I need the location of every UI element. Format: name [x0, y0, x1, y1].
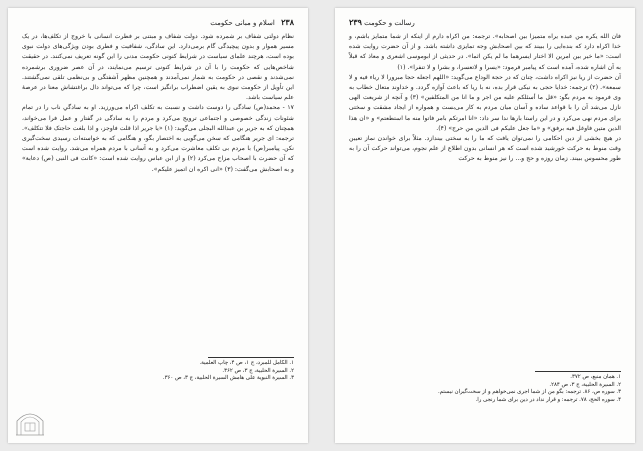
left-running-title: اسلام و مبانی حکومت: [210, 19, 275, 27]
right-paragraph-1: فان الله یکره من عبده یراه متمیزا بین اصحابه». ترجمه: من اکراه دارم از اینکه از شما متمایز باشم، و خدا اکراه دارد که بنده‌ایی را ببیند که بین اصحابش وجه تمایزی داشته باشد. و از آن حضرت روایت شده است: «ما خیر بین امرین الا اختار ایسرهما ما لم یکن اثما». در حدیثی از ابوموسی اشعری و معاذ که قبلاً به آن اشاره شده، آمده است که پیامبر فرمود: «یسرا و لاتعسرا، و بشرا و لا تنفرا». (۱): [349, 33, 621, 71]
right-footnote-1: ۱. همان منبع، ص ۳۷۲.: [570, 374, 621, 380]
right-page: [335, 8, 635, 443]
right-page-header: [349, 17, 621, 29]
right-footnote-4: ۴. سوره الحج، ۷۸. ترجمه: و قرار نداد در دین برای شما رنجی را.: [475, 396, 621, 403]
left-paragraph-2: ۱۷ - محمد(ص) سادگی را دوست داشت و نسبت به تکلف اکراه می‌ورزید. او به سادگیِ ناب را در تمام شئونات زندگی خصوصی و اجتماعی ترویج می‌کرد و مردم را به سادگی در گفتار و عمل فرا می‌خواند، همچنان که به جریر بن عبدالله البجلی می‌گوید: (۱) «یا جریر اذا قلت فاوجز، و اذا بلغت حاجتک فلا تتکلف». ترجمه: ای جریر هنگامی که سخن می‌گویی به اختصار بگو، و هنگامی که به خواسته‌ات رسیدی سخت‌گیری نکن. پیامبر(ص) با مردم بی تکلف معاشرت می‌کرد و به آسانی با مردم همراه می‌شد. روایت شده است که آن حضرت با اصحاب مزاح می‌کرد (۲) و از ابن عباس روایت شده است: «کانت فی النبی (ص) دعابة» و به اصحابش می‌گفت: (۳) «انی اکره ان اتمیز علیکم».: [22, 104, 294, 173]
right-page-body: [349, 32, 621, 165]
left-page-header: [22, 17, 294, 29]
left-footnote-rule: [208, 357, 294, 358]
right-footnote-2: ۲. السیرة الحلبیة، ج ۳، ص ۲۸۴.: [549, 381, 621, 388]
left-page: [8, 8, 308, 443]
left-footnotes: [22, 360, 294, 383]
right-running-title: رسالت و حکومت: [364, 19, 415, 27]
left-footnote-2: ۲. السیرة الحلبیة، ج ۳، ص ۳۶۲.: [222, 367, 294, 374]
right-footnotes: [349, 374, 621, 404]
left-page-number: ۲۳۸: [281, 17, 294, 27]
left-page-body: [22, 32, 294, 175]
right-page-number: ۲۳۹: [349, 17, 362, 27]
left-footnote-3: ۳. السیرة النبویة علی هامش السیرة الحلبیة، ج ۳، ص ۳۶۰.: [162, 375, 294, 382]
left-paragraph-1: نظام دولتی شفاف بر شمرده شود. دولت شفاف و مبتنی بر فطرت انسانی با خروج از تکلف‌ها، در یک مسیر هموار و بدون پیچیدگی گام برمی‌دارد. این سادگی، شفافیت و فطری بودن ویژگی‌های دولت نبوی بوده است، هرچند علمای سیاست در شرایط کنونی حکومت مدنی را این گونه تعریف نمی‌کنند. در حقیقت شاخص‌هایی که حکومت را با آن در شرایط کنونی ترسیم می‌نمایند، در آن عصر ضروری برشمرده نمی‌شدند و نقصی در حکومت به شمار نمی‌آمدند و همچنین مظهر آشفتگی و بی‌نظمی تلقی نمی‌گشتند. این تأویل از حکومت نبوی به یقین اضطراب برانگیز است، چرا که می‌تواند دال براغتشاش معنا در عرصهٔ علم سیاست باشد.: [22, 33, 294, 102]
left-footnote-1: ۱. الکامل للمبرد، ج ۱، ص ۴، چاپ العلمیة.: [199, 360, 294, 366]
library-seal-icon: [14, 408, 46, 436]
right-paragraph-3: در هیچ بخشی از دین احکامی را نمی‌توان یافت که ما را به سختی بیندازد. مثلاً برای خواندن نماز تعیین وقت منوط به حرکت خورشید شده است که هر انسانی بدون اطلاع از علم نجوم، می‌تواند حرکت آن را به طور محسوس ببیند. زمان روزه و حج و... را نیز منوط به حرکت: [349, 135, 621, 163]
right-footnote-3: ۳. سوره ص، ۸۶. ترجمه: بگو من از شما اجری نمی‌خواهم و از سخت‌گیران نیستم.: [437, 389, 621, 396]
right-paragraph-2: آن حضرت از ریا نیز اکراه داشت، چنان که در حجة الوداع می‌گوید: «اللهم اجعله حجا مبرورا لا ریاء فیه و لا سمعة». (۲) ترجمه: خدایا حجی به نیکی قرار بده، نه با ریا که باعث آوازه گردد. و خداوند متعال خطاب به وی فرمود به مردم بگو: «قل ما أسئلکم علیه من اجر و ما انا من المتکلفین» (۳) و آنچه از شریعت الهی نازل می‌شد آن را با قواعد ساده و آسان میان مردم به کار می‌بست و همواره از ایجاد مشقت و سختی برای مردم نهی می‌کرد و در این راستا بارها ندا سر داد: «انا امرتکم بامر فاتوا منه ما استطعتم» و «ان هذا الدین متین فاوغل فیه برفق» و «ما جعل علیکم فی الدین من حرج» (۴).: [349, 73, 621, 132]
right-footnote-rule: [535, 371, 621, 372]
